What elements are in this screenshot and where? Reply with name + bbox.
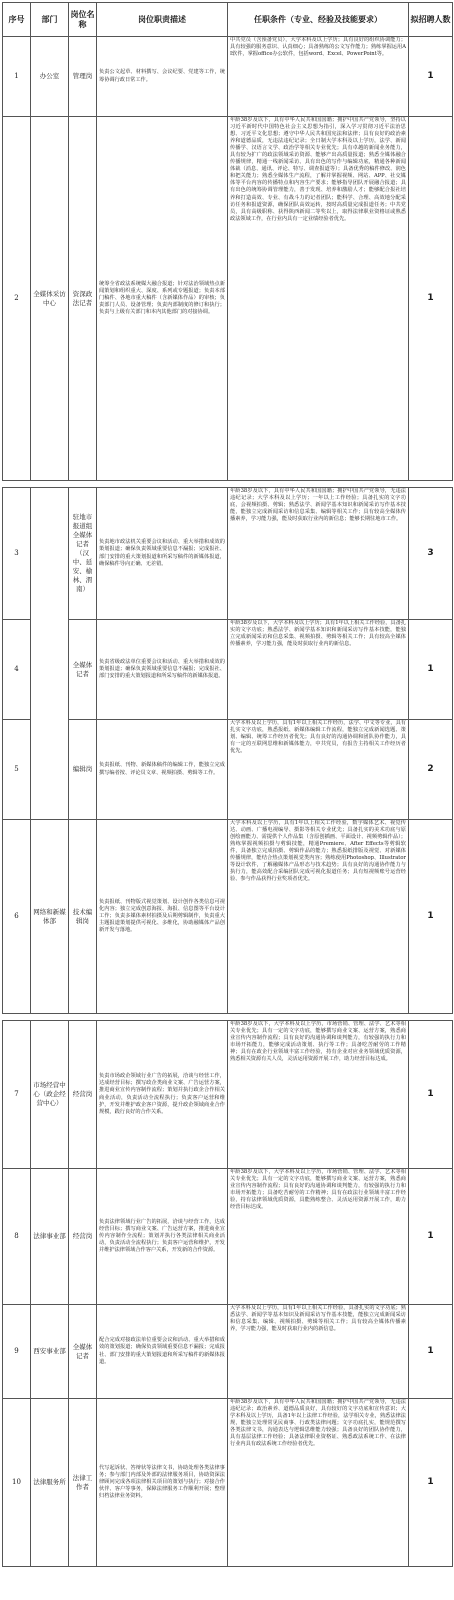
row-duty: 负责市场政企领域行业广告的拓展，洽谈与经营工作，达成经营目标；撰写政企类商业文案、广告运营方案，推进商业宣传内容制作流程；策划并执行政企合作相关商业活动，负责活动全流程执行；负责客户运营和维护，开发并维护政企客户资源，提升政企领域商业合作规模，践行良好的合作关系。 <box>97 1021 228 1169</box>
row-req: 年龄38岁及以下，具有中华人民共和国国籍；拥护中国共产党领导，无违法违纪记录；政治素养、道德品质良好，具有较好的文字功底和宣传意识；大学本科及以上学历，具备1年以上法律工作经验，法学相关专业，熟悉法律法规，能独立处理常见民商事、行政类法律问题；文字功底扎实，能规范撰写各类法律文书，沟通表达与逻辑思维能力较强；具备良好的团队协作能力，具有基层法律工作经验；具备法律职业资格证、熟悉政法系统工作、在法律行业内具有政法系统工作经验者优先。 <box>228 1399 409 1567</box>
header-dept: 部门 <box>31 3 69 37</box>
row-title: 经营岗 <box>69 1169 97 1305</box>
row-num: 1 <box>409 1021 453 1169</box>
row-num: 1 <box>409 620 453 720</box>
row-no: 10 <box>3 1399 31 1567</box>
row-req: 大学本科及以上学历，具有1年以上相关工作经历，法学、中文等专业，具有扎实文字功底，熟悉报纸、新媒体编辑工作流程，能独立完成新闻选题、策划、编辑、统筹工作经历者优先；具有良好的沟通协调和团队协作能力，具有一定的互联网思维和新媒体能力，中共党员，有报告主持相关工作经历者优先。 <box>228 720 409 820</box>
row-req: 年龄38岁及以下，大学本科及以上学历；具有1年以上相关工作经验，具备扎实的文字功底；熟悉法学、新闻学基本知识和新闻采访写作基本技能，能独立完成新闻采访和信息采集、视频拍摄、剪辑等相关工作；具有较高全媒体传播素养，学习能力强，能及时获取行业内的新信息。 <box>228 620 409 720</box>
header-duty: 岗位职责描述 <box>97 3 228 37</box>
row-no: 7 <box>3 1021 31 1169</box>
table-row <box>3 720 453 820</box>
row-dept: 网络和新媒体部 <box>31 820 69 1014</box>
row-req: 年龄38岁及以下，具有中华人民共和国国籍；拥护中国共产党领导，坚持以习近平新时代中国特色社会主义思想为指引，深入学习贯彻习近平法治思想、习近平文化思想；遵守中华人民共和国宪法和法律；具有良好的政治素养和道德品质，无违法违纪记录；全日制大学本科及以上学历，法学、新闻传播学、汉语言文学、政治学等相关专业优先；具有卓越的新闻业务能力，具有较为扩广的政法领域采访资源、能够产出高质量报道；熟悉全媒体融合传播规律，精通一线新闻采访、具有出色的写作与编辑功底，精通各种新闻体裁（消息、通讯、评论、特写、调查报道等）；具备优秀的稿件修改、润色和把关能力；熟悉全媒体生产流程，了解并掌握视频、网站、APP、社交媒体等平台内容的传播特点和内容生产要求；能够指导团队开展融合报道；具有出色的统筹协调管理能力，善于发现、培养和激励人才；能够配合报社培养和打造高效、专业、有战斗力的记者团队；能科学、合理、高效地分配采访任务和报道资源，确保团队高效运转，按时高质量完成报道任务；中共党员，具有高级职称、获得陕西新闻二等奖以上，取得法律职业资格证或熟悉政法领域工作，在行业内具有一定业绩经验者优先。 <box>228 117 409 481</box>
row-title: 技术编辑岗 <box>69 820 97 1014</box>
row-req: 中共党员（含预备党员），大学本科及以上学历；具有良好的组织协调能力；具有较强的服务意识、认真细心；具备熟练的公文写作能力；熟练掌握运用AI软件，掌握office办公软件，包括word、Excel、PowerPoint等。 <box>228 37 409 117</box>
row-dept: 西安事业部 <box>31 1305 69 1399</box>
table-row <box>3 488 453 620</box>
row-title: 驻地市报道组全媒体记者（汉中、延安、榆林、渭南） <box>69 488 97 620</box>
row-gap <box>3 481 453 488</box>
header-req: 任职条件（专业、经验及技能要求） <box>228 3 409 37</box>
row-req: 大学本科及以上学历，具有1年以上相关工作经验，数字媒体艺术、视觉传达、动画、广播电视编导、摄影等相关专业优先；具备扎实的美术功底与原创绘画能力、需提供个人作品集（含原创插画、平面设计、视频剪辑作品）；熟练掌握视频拍摄与剪辑技能，精通Premiere、After Effects等剪辑软件，具备独立完成拍摄、剪辑作品的能力；熟悉报纸排版及视觉、对新媒体传播规律，能结合热点策划视觉类内容；熟练使用Photoshop、Illustrator等设计软件，了解融媒体产品形态与技术趋势；具有良好的沟通协作能力与执行力，能高效配合采编团队完成可视化报道任务；具有短视频账号运营经验、参与作品获得行业奖项者优先。 <box>228 820 409 1014</box>
table-row <box>3 1021 453 1169</box>
row-req: 大学本科及以上学历，具有1年以上相关工作经验，具备扎实的文字功底；熟悉法学、新闻学等基本知识及新闻采访写作基本技能，能独立完成新闻采访和信息采集、编辑、视频拍摄、剪辑等相关工作；具有较高全媒体传播素养，学习能力强，能及时获取行业内的新信息。 <box>228 1305 409 1399</box>
header-row <box>3 3 453 37</box>
row-no: 9 <box>3 1305 31 1399</box>
row-dept: 办公室 <box>31 37 69 117</box>
row-title: 全媒体记者 <box>69 620 97 720</box>
row-num: 2 <box>409 720 453 820</box>
table-row <box>3 620 453 720</box>
row-num: 1 <box>409 37 453 117</box>
row-title: 资深政法记者 <box>69 117 97 481</box>
row-dept <box>31 488 69 820</box>
row-num: 1 <box>409 1169 453 1305</box>
row-dept: 法律服务所 <box>31 1399 69 1567</box>
row-dept: 市场经营中心（政企经营中心） <box>31 1021 69 1169</box>
row-req: 年龄38岁及以下，大学本科及以上学历，市场营销、管理、法学、艺术等相关专业优先；具有一定的文字功底，能够撰写商业文案、运营方案，熟悉商业宣传内容制作流程；具有良好的沟通协调和谈判能力，有较强的执行力和市场开拓能力，能够完成活动策划、执行等工作；具备吃苦耐劳的工作精神；具有在政企行业领域丰富工作经验，持有企业对应业务领域优质资源，熟悉相关资源有关人员，灵活运用资源开展工作，助力经营目标达成。 <box>228 1021 409 1169</box>
row-no: 3 <box>3 488 31 620</box>
row-title: 编辑岗 <box>69 720 97 820</box>
row-num: 1 <box>409 820 453 1014</box>
row-num: 3 <box>409 488 453 620</box>
row-req: 年龄38岁及以下，具有中华人民共和国国籍；拥护中国共产党领导，无违法违纪记录；大学本科及以上学历；一年以上工作经验；具备扎实的文字功底，会视频拍摄、剪辑；熟悉法学、新闻学基本知识和新闻采访写作基本技能，能独立完成新闻采访和信息采集、编辑等相关工作；具有较高全媒体传播素养，学习能力强，能及时获取行业内的新信息；能够长期驻地市工作。 <box>228 488 409 620</box>
row-title: 经营岗 <box>69 1021 97 1169</box>
header-num: 拟招聘人数 <box>409 3 453 37</box>
table-row <box>3 117 453 481</box>
row-duty: 负责报纸、刊物版式视觉策划、设计创作各类信息可视化内容；独立完成创意海报、海报、信息图等平台设计工作；负责多媒体素材拍摄及后期剪辑制作，负责重大主题报道策划提供可视化、多维化，协助融媒体产品创新开发与落地。 <box>97 820 228 1014</box>
row-duty: 统筹全省政法系统媒大融合报道；针对法治领域热点新闻策划和组织重大、深度、系列或专题报道；负责本部门稿件、各地市重大稿件（含新媒体作品）的审核；负责部门人员、设备管理；负责内部制度的修订和执行；负责与上级有关部门和本内其他部门的对接协调。 <box>97 117 228 481</box>
row-no: 5 <box>3 720 31 820</box>
row-no: 2 <box>3 117 31 481</box>
row-duty: 配合完成对接政法单位重要会议和活动、重大举措和成效的策划报道；确保负责领域重要信息不漏报；完成报社、部门安排的重大策划报道和所采写稿件的新媒体报道。 <box>97 1305 228 1399</box>
table-row <box>3 37 453 117</box>
row-no: 6 <box>3 820 31 1014</box>
row-duty: 负责法律领域行业广告的拓展，洽谈与经营工作，达成经营目标；撰写商业文案、广告运营方案，推进商业宣传内容制作全流程；策划并执行各类法律相关商业活动，负责活动全流程执行；负责客户运营和维护，开发并维护法律领域合作客户关系，开发新的合作资源。 <box>97 1169 228 1305</box>
row-duty: 负责地市政法机关重要会议和活动、重大举措和成效的策划报道；确保负责领域重要信息不漏报；完成报社、部门安排的重大策划报道和所采写稿件的新媒体报道，确保稿件导向正确、无差错。 <box>97 488 228 620</box>
row-req: 年龄38岁及以下，大学本科及以上学历，市场营销、管理、法学、艺术等相关专业优先；具有一定的文字功底，能够撰写商业文案、运营方案，熟悉商业宣传内容制作流程；具有良好的沟通协调和谈判能力，有较强的执行力和市场开拓能力；具备吃苦耐劳的工作精神；具有在政法行业领域丰富工作经验，持有法律领域优质资源，具能熟练整合、灵活运用资源开展工作，助力经营目标达成。 <box>228 1169 409 1305</box>
row-duty: 代写起诉状、答辩状等法律文书，协助处理各类法律事务；参与部门内部及外部的法律服务项目，协助资深法律顾问完成各项法律相关项目的策划与执行；对接合作伙伴、客户等事务，保障法律服务工作顺利开展；整理归档法律业务资料。 <box>97 1399 228 1567</box>
table-row <box>3 1169 453 1305</box>
row-title: 管理岗 <box>69 37 97 117</box>
table-row <box>3 820 453 1014</box>
header-no: 序号 <box>3 3 31 37</box>
row-dept: 全媒体采访中心 <box>31 117 69 481</box>
table-row <box>3 1399 453 1567</box>
row-dept: 法律事业部 <box>31 1169 69 1305</box>
row-no: 4 <box>3 620 31 720</box>
recruitment-table <box>2 2 453 1567</box>
row-num: 1 <box>409 1399 453 1567</box>
row-title: 全媒体记者 <box>69 1305 97 1399</box>
row-no: 1 <box>3 37 31 117</box>
row-num: 1 <box>409 1305 453 1399</box>
row-duty: 负责报纸、刊物、新媒体稿件的编辑工作，能独立完成撰写编者按、评论员文章、视频拍摄、剪辑等工作。 <box>97 720 228 820</box>
row-duty: 负责省级政法单位重要会议和活动、重大举措和成效的策划报道；确保负责领域重要信息不漏报；完成报社、部门安排的重大策划报道和所采写稿件的新媒体报道。 <box>97 620 228 720</box>
row-num: 1 <box>409 117 453 481</box>
row-gap <box>3 1014 453 1021</box>
table-row <box>3 1305 453 1399</box>
row-title: 法律工作者 <box>69 1399 97 1567</box>
row-no: 8 <box>3 1169 31 1305</box>
header-title: 岗位名称 <box>69 3 97 37</box>
row-duty: 负责公文起草、材料撰写、会议纪要、党建等工作，统筹协调行政日常工作。 <box>97 37 228 117</box>
